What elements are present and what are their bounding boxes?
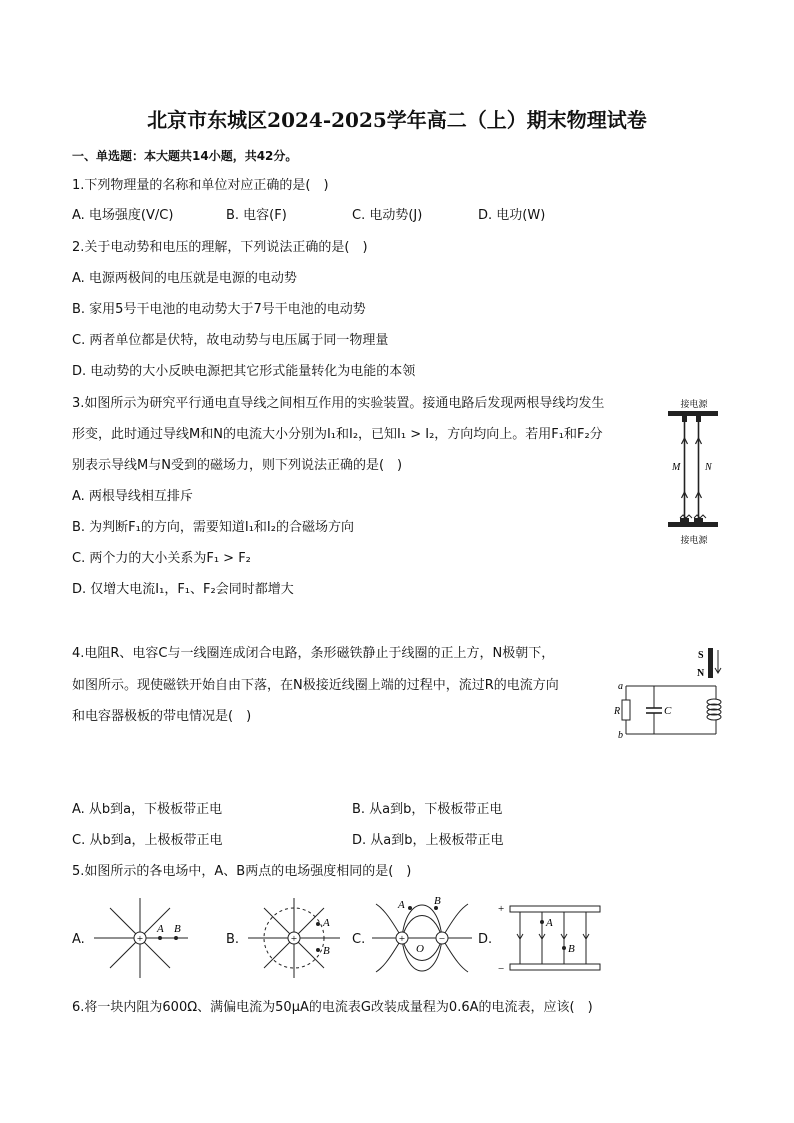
q2-option-c: C. 两者单位都是伏特，故电动势与电压属于同一物理量 <box>72 333 389 348</box>
q2-option-d: D. 电动势的大小反映电源把其它形式能量转化为电能的本领 <box>72 364 416 379</box>
q3-option-a: A. 两根导线相互排斥 <box>72 489 193 504</box>
question-2-stem: 2.关于电动势和电压的理解，下列说法正确的是( ) <box>72 240 368 255</box>
q3-wire-n-label: N <box>705 462 712 473</box>
q4-node-b-label: b <box>618 730 623 741</box>
q4-option-b: B. 从a到b，下极板带正电 <box>352 802 503 817</box>
q4-capacitor-c-label: C <box>664 705 672 717</box>
q1-option-c: C. 电动势(J) <box>352 208 423 223</box>
q2-option-a: A. 电源两极间的电压就是电源的电动势 <box>72 271 297 286</box>
question-3-stem-line2: 形变，此时通过导线M和N的电流大小分别为I₁和I₂，已知I₁ > I₂，方向均向上。若用F₁和F₂分 <box>72 427 603 442</box>
q2-option-b: B. 家用5号干电池的电动势大于7号干电池的电动势 <box>72 302 366 317</box>
q5a-point-a: A <box>157 923 164 935</box>
q4-circuit-figure <box>612 644 728 744</box>
q5d-point-b: B <box>568 943 575 955</box>
question-1-stem: 1.下列物理量的名称和单位对应正确的是( ) <box>72 178 329 193</box>
q4-option-d: D. 从a到b，上极板带正电 <box>352 833 504 848</box>
q5-label-d: D. <box>478 932 493 947</box>
q5-field-b-figure <box>244 896 344 980</box>
question-5-stem: 5.如图所示的各电场中，A、B两点的电场强度相同的是( ) <box>72 864 412 879</box>
q5-label-a: A. <box>72 932 85 947</box>
q3-wire-apparatus-figure <box>660 396 724 548</box>
q5b-charge-sign: + <box>290 933 298 945</box>
question-4-stem-line2: 如图所示。现使磁铁开始自由下落，在N极接近线圈上端的过程中，流过R的电流方向 <box>72 678 559 693</box>
q4-magnet-s-label: S <box>698 650 704 661</box>
q5c-point-a: A <box>398 899 405 911</box>
q5b-point-b: B <box>323 945 330 957</box>
q5a-charge-sign: + <box>136 933 144 945</box>
q5-label-b: B. <box>226 932 240 947</box>
q4-node-a-label: a <box>618 681 623 692</box>
q4-magnet-n-label: N <box>697 668 705 679</box>
q5c-center-o: O <box>416 943 424 955</box>
q3-top-power-label: 接电源 <box>680 400 708 410</box>
q1-option-a: A. 电场强度(V/C) <box>72 208 174 223</box>
q5d-bottom-plate-sign: − <box>498 963 505 975</box>
q3-bottom-power-label: 接电源 <box>680 536 708 546</box>
q4-option-c: C. 从b到a，上极板带正电 <box>72 833 223 848</box>
q1-option-b: B. 电容(F) <box>226 208 287 223</box>
q3-option-b: B. 为判断F₁的方向，需要知道I₁和I₂的合磁场方向 <box>72 520 354 535</box>
q5c-point-b: B <box>434 895 441 907</box>
q5d-point-a: A <box>546 917 553 929</box>
page-title: 北京市东城区2024-2025学年高二（上）期末物理试卷 <box>147 108 647 132</box>
q5a-point-b: B <box>174 923 181 935</box>
q1-option-d: D. 电功(W) <box>478 208 546 223</box>
q5d-top-plate-sign: + <box>498 903 505 915</box>
q3-wire-m-label: M <box>672 462 681 473</box>
question-4-stem-line1: 4.电阻R、电容C与一线圈连成闭合电路，条形磁铁静止于线圈的正上方，N极朝下， <box>72 646 555 661</box>
q3-option-d: D. 仅增大电流I₁，F₁、F₂会同时都增大 <box>72 582 294 597</box>
q5-field-d-figure <box>496 898 604 978</box>
question-6-stem: 6.将一块内阻为600Ω、满偏电流为50μA的电流表G改装成量程为0.6A的电流表，应该( ) <box>72 1000 593 1015</box>
q4-option-a: A. 从b到a，下极板带正电 <box>72 802 223 817</box>
question-3-stem-line3: 别表示导线M与N受到的磁场力，则下列说法正确的是( ) <box>72 458 403 473</box>
q5-field-a-figure <box>92 896 192 980</box>
q5c-positive-sign: + <box>398 933 406 945</box>
section-heading: 一、单选题：本大题共14小题，共42分。 <box>72 149 298 163</box>
q5b-point-a: A <box>323 917 330 929</box>
q5c-negative-sign: − <box>438 933 446 945</box>
q5-field-c-figure <box>370 894 474 980</box>
question-4-stem-line3: 和电容器极板的带电情况是( ) <box>72 709 252 724</box>
q3-option-c: C. 两个力的大小关系为F₁ > F₂ <box>72 551 251 566</box>
q4-resistor-r-label: R <box>614 706 621 717</box>
q5-label-c: C. <box>352 932 366 947</box>
question-3-stem-line1: 3.如图所示为研究平行通电直导线之间相互作用的实验装置。接通电路后发现两根导线均发生 <box>72 396 605 411</box>
